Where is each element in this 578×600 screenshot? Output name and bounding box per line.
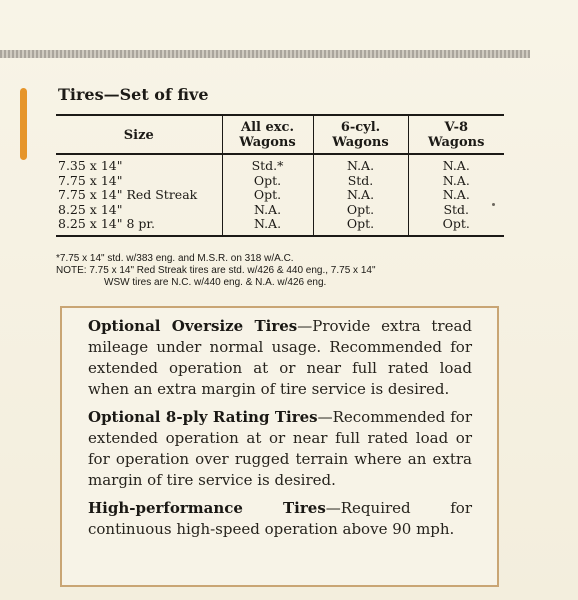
cell-6cyl-wagons: Std. [313, 174, 408, 189]
cell-v8-wagons: Std. [408, 203, 504, 218]
info-paragraph-high-performance [88, 498, 472, 540]
cell-size: 7.75 x 14" Red Streak [58, 187, 198, 202]
printing-speck [492, 203, 495, 206]
cell-6cyl-wagons: N.A. [313, 188, 408, 203]
header-line: Wagons [239, 135, 296, 150]
tire-options-table [56, 114, 504, 237]
header-line: All exc. [241, 120, 294, 135]
footnote-note-line2: WSW tires are N.C. w/440 eng. & N.A. w/426 eng. [104, 277, 327, 288]
table-row [56, 174, 504, 189]
cell-size: 7.75 x 14" [58, 172, 123, 188]
cell-all-exc-wagons: Opt. [222, 174, 313, 189]
header-size [56, 115, 222, 154]
cell-all-exc-wagons: Std.* [222, 154, 313, 174]
info-lead: Optional Oversize Tires [88, 317, 298, 335]
header-line: V-8 [444, 120, 469, 135]
cell-size: 8.25 x 14" 8 pr. [58, 216, 155, 231]
header-line: Wagons [428, 135, 485, 150]
info-body: —Provide extra tread mileage under normal usage. Recommended for extended operation at or near full rated load when an extra margin of tire service is desired. [88, 317, 472, 398]
info-paragraph-8ply [88, 407, 472, 491]
info-body: —Required for continuous high-speed operation above 90 mph. [88, 499, 472, 538]
info-box-text [88, 316, 472, 547]
table-row [56, 217, 504, 236]
footnote-asterisk: *7.75 x 14" std. w/383 eng. and M.S.R. on 318 w/A.C. [56, 253, 294, 264]
header-6cyl-wagons [313, 115, 408, 154]
cell-all-exc-wagons: Opt. [222, 188, 313, 203]
cell-size: 7.35 x 14" [58, 158, 123, 173]
cell-v8-wagons: N.A. [408, 174, 504, 189]
info-lead: High-performance Tires [88, 499, 326, 517]
table-row [56, 203, 504, 218]
cell-6cyl-wagons: Opt. [313, 203, 408, 218]
section-title: Tires—Set of five [58, 85, 209, 104]
cell-v8-wagons: N.A. [408, 188, 504, 203]
header-size-text: Size [123, 127, 154, 143]
cell-v8-wagons: N.A. [408, 154, 504, 174]
cell-all-exc-wagons: N.A. [222, 217, 313, 236]
header-v8-wagons [408, 115, 504, 154]
info-lead: Optional 8-ply Rating Tires [88, 408, 318, 426]
table-row [56, 154, 504, 174]
header-line: 6-cyl. [340, 120, 381, 135]
section-tab-marker [20, 88, 27, 160]
cell-6cyl-wagons: Opt. [313, 217, 408, 236]
info-paragraph-oversize [88, 316, 472, 400]
header-all-exc-wagons [222, 115, 313, 154]
header-line: Wagons [332, 135, 389, 150]
info-body: —Recommended for extended operation at or near full rated load or for operation over rugged terrain where an extra margin of tire service is desired. [88, 408, 472, 489]
cell-all-exc-wagons: N.A. [222, 203, 313, 218]
cell-6cyl-wagons: N.A. [313, 154, 408, 174]
table-row [56, 188, 504, 203]
cell-size: 8.25 x 14" [58, 201, 123, 217]
table-footnotes [56, 253, 526, 289]
footnote-note-line1: NOTE: 7.75 x 14" Red Streak tires are std. w/426 & 440 eng., 7.75 x 14" [56, 265, 376, 276]
table-header-row [56, 115, 504, 154]
cell-v8-wagons: Opt. [408, 217, 504, 236]
top-divider-rule [0, 50, 530, 58]
